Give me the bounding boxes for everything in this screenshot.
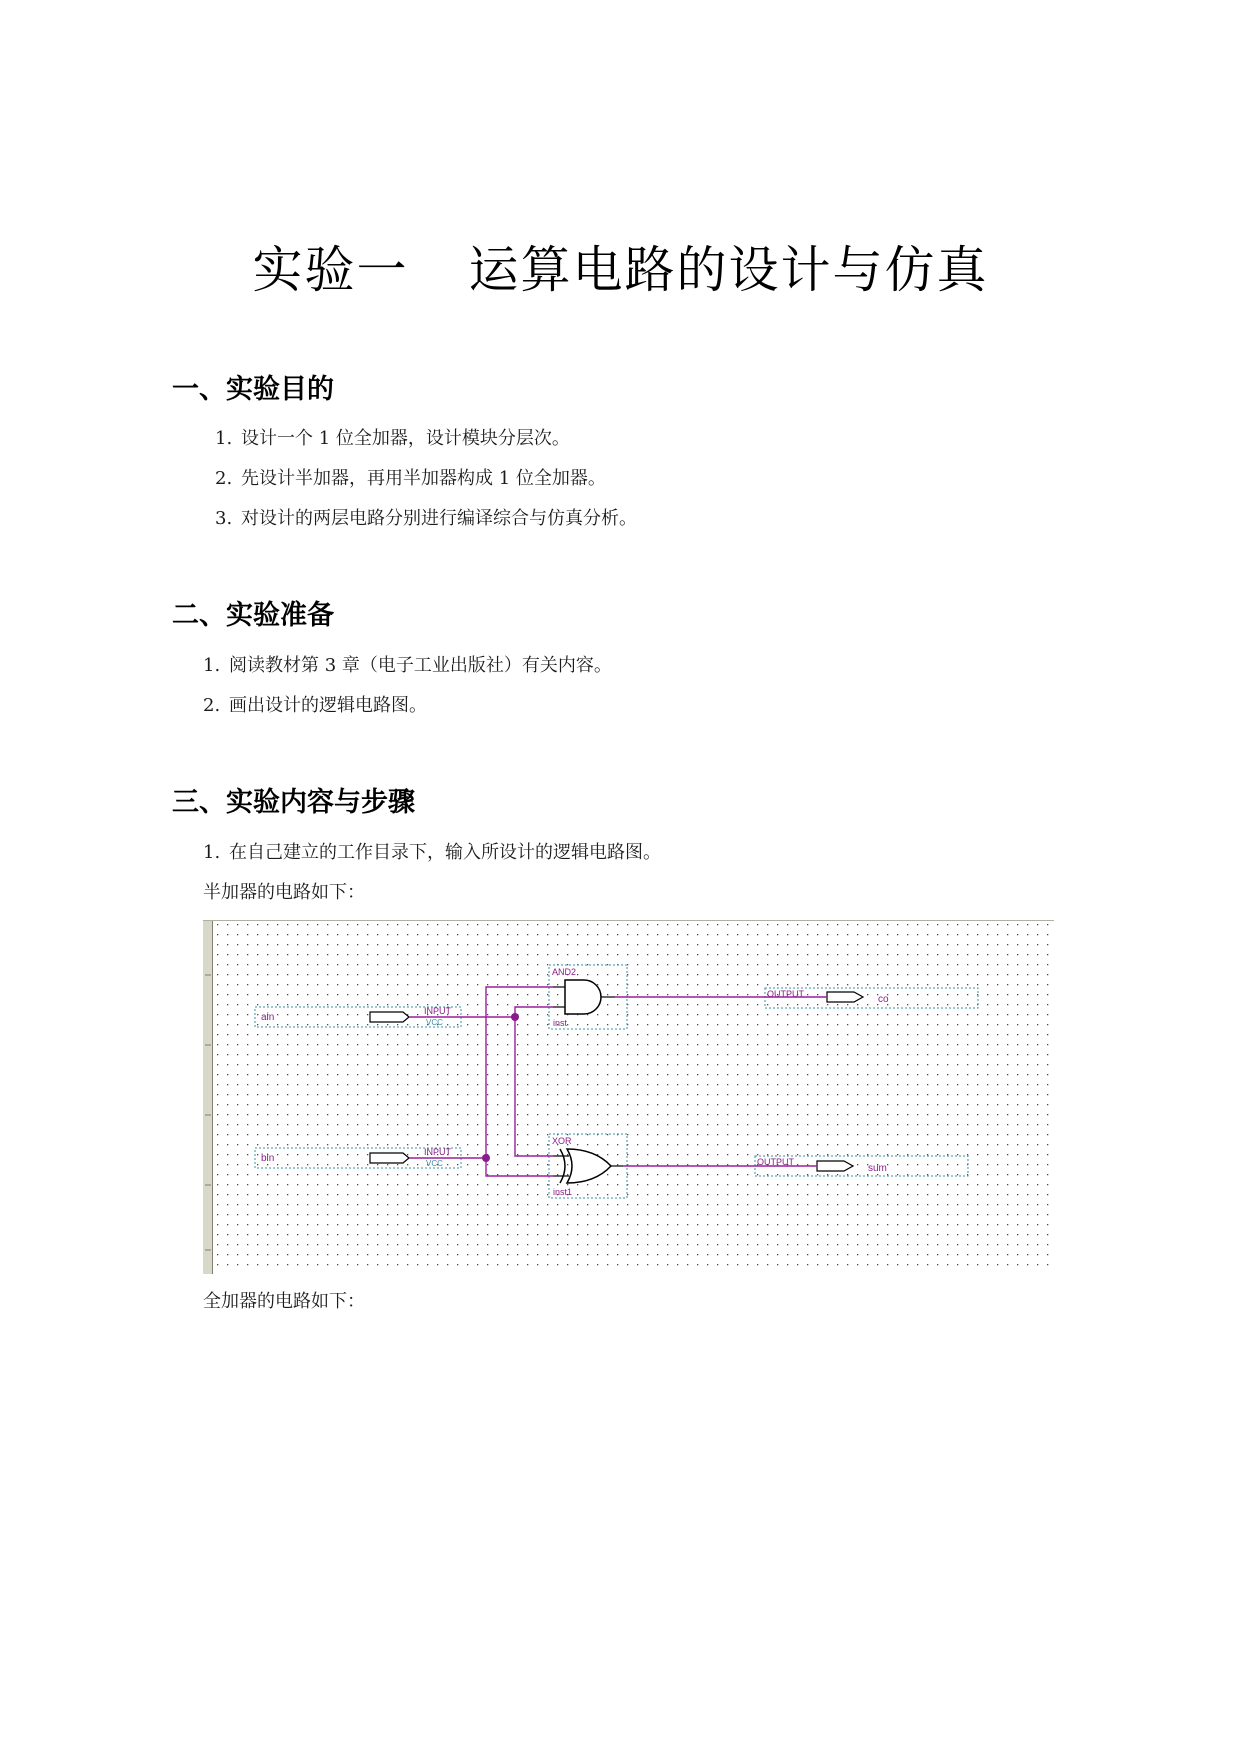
output-name-label: co bbox=[878, 994, 889, 1005]
output-type-label: OUTPUT bbox=[767, 989, 804, 999]
output-name-label: sum bbox=[868, 1163, 887, 1174]
input-arrow-icon bbox=[370, 1012, 409, 1022]
grid-background bbox=[213, 920, 1054, 1274]
half-adder-schematic bbox=[203, 920, 1054, 1274]
gate-instance-label: inst bbox=[553, 1018, 568, 1028]
input-type-label: INPUT bbox=[424, 1006, 451, 1016]
list-item-text: 先设计半加器，再用半加器构成 1 位全加器。 bbox=[241, 468, 606, 489]
list-item bbox=[203, 841, 661, 865]
gate-instance-label: inst1 bbox=[553, 1187, 573, 1197]
section-heading-procedure: 三、实验内容与步骤 bbox=[172, 787, 415, 818]
list-item bbox=[215, 427, 570, 451]
gate-type-label: XOR bbox=[552, 1136, 572, 1146]
wire-junction bbox=[482, 1154, 490, 1162]
input-type-label: INPUT bbox=[424, 1147, 451, 1157]
list-item-text: 阅读教材第 3 章（电子工业出版社）有关内容。 bbox=[229, 655, 612, 676]
list-item-number: 2. bbox=[215, 468, 233, 489]
list-item-text: 在自己建立的工作目录下，输入所设计的逻辑电路图。 bbox=[229, 842, 661, 863]
document-title bbox=[0, 240, 1241, 300]
half-adder-caption: 半加器的电路如下： bbox=[203, 882, 365, 903]
list-item bbox=[203, 694, 427, 718]
section-heading-purpose: 一、实验目的 bbox=[172, 374, 334, 405]
schematic-canvas bbox=[203, 920, 1054, 1274]
full-adder-caption: 全加器的电路如下： bbox=[203, 1291, 365, 1312]
list-item-text: 对设计的两层电路分别进行编译综合与仿真分析。 bbox=[241, 508, 637, 529]
input-name-label: bin bbox=[261, 1153, 275, 1164]
title-experiment-name: 运算电路的设计与仿真 bbox=[468, 241, 989, 299]
list-item bbox=[215, 507, 637, 531]
list-item bbox=[215, 467, 606, 491]
output-arrow-icon bbox=[817, 1161, 853, 1171]
list-item-number: 2. bbox=[203, 695, 221, 716]
input-value-label: VCC bbox=[426, 1018, 443, 1027]
output-arrow-icon bbox=[827, 992, 863, 1002]
list-item-text: 设计一个 1 位全加器，设计模块分层次。 bbox=[241, 428, 570, 449]
input-value-label: VCC bbox=[426, 1159, 443, 1168]
section-heading-preparation: 二、实验准备 bbox=[172, 600, 334, 631]
gate-type-label: AND2 bbox=[552, 967, 577, 977]
input-arrow-icon bbox=[370, 1153, 409, 1163]
wire-junction bbox=[511, 1013, 519, 1021]
output-type-label: OUTPUT bbox=[757, 1157, 794, 1167]
list-item-number: 1. bbox=[215, 428, 233, 449]
list-item-text: 画出设计的逻辑电路图。 bbox=[229, 695, 427, 716]
title-experiment-number: 实验一 bbox=[252, 241, 409, 299]
input-name-label: ain bbox=[261, 1012, 275, 1023]
list-item-number: 1. bbox=[203, 842, 221, 863]
list-item bbox=[203, 654, 612, 678]
list-item-number: 3. bbox=[215, 508, 233, 529]
and-gate-icon bbox=[565, 980, 601, 1014]
list-item-number: 1. bbox=[203, 655, 221, 676]
